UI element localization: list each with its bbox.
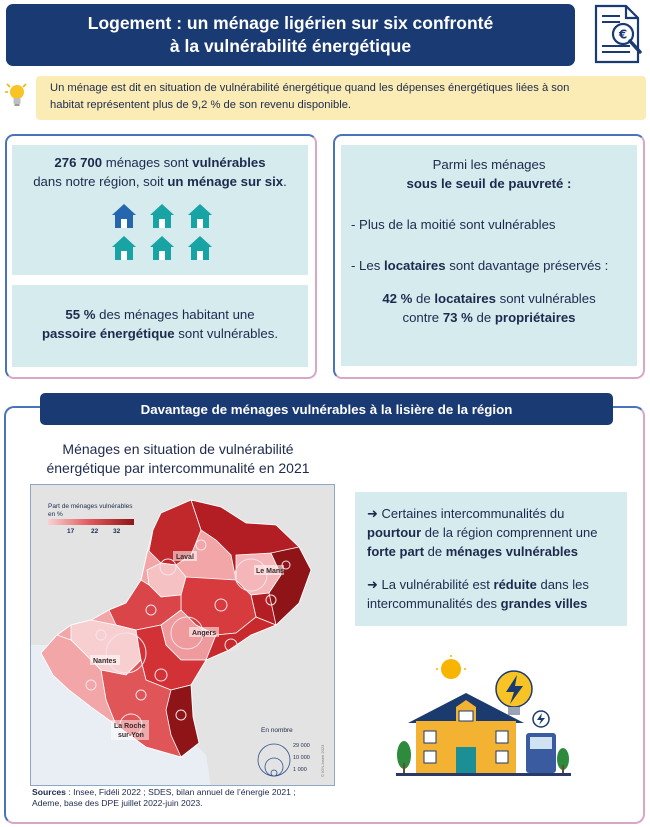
info-line-1: ➜ Certaines intercommunalités du — [367, 506, 565, 521]
text-fragment: ménages vulnérables — [445, 544, 578, 559]
map-title — [28, 440, 328, 478]
text-fragment: passoire énergétique — [41, 326, 175, 341]
city-label-angers: Angers — [192, 630, 217, 637]
city-label-sur-yon: sur-Yon — [118, 732, 144, 739]
sources-line-2: Ademe, base des DPE juillet 2022-juin 2023. — [32, 797, 203, 808]
definition-box — [36, 76, 646, 120]
choropleth-map — [30, 484, 335, 786]
text-fragment: de la région comprennent une — [421, 525, 598, 540]
size-legend-10000: 10 000 — [293, 755, 310, 761]
euro-document-icon — [590, 2, 646, 66]
text-fragment: des ménages habitant une — [95, 307, 255, 322]
text-fragment: pourtour — [367, 525, 422, 540]
poverty-bullet-2 — [341, 256, 637, 275]
size-legend-1000: 1 000 — [293, 767, 307, 773]
city-label-nantes: Nantes — [93, 658, 117, 665]
text-fragment: sont davantage préservés : — [445, 258, 609, 273]
definition-line-2: habitat représentent plus de 9,2 % de son revenu disponible. — [50, 99, 352, 111]
vulnerable-line-2 — [12, 172, 308, 191]
lightbulb-icon — [4, 80, 30, 110]
houses-icon — [108, 202, 218, 264]
text-fragment: réduite — [493, 577, 537, 592]
legend-title-2: en % — [48, 511, 63, 518]
text-fragment: grandes villes — [500, 596, 588, 611]
legend-tick-22: 22 — [91, 528, 99, 535]
section-title: Davantage de ménages vulnérables à la lisière de la région — [40, 393, 613, 425]
text-fragment: intercommunalités des — [367, 596, 501, 611]
title-line-2: à la vulnérabilité énergétique — [169, 36, 412, 56]
city-label-le-mans: Le Mans — [256, 568, 285, 575]
title-line-1: Logement : un ménage ligérien sur six confronté — [87, 13, 494, 33]
map-copyright: © IGN-Insee 2023 — [320, 744, 325, 777]
size-legend-29000: 29 000 — [293, 743, 310, 749]
info-line-3 — [367, 542, 617, 561]
text-fragment: vulnérables — [192, 155, 266, 170]
text-fragment: de — [412, 291, 435, 306]
text-fragment: forte part — [367, 544, 425, 559]
legend-title-1: Part de ménages vulnérables — [48, 503, 133, 510]
text-fragment: dans notre région, soit — [33, 174, 168, 189]
text-fragment: propriétaires — [494, 310, 576, 325]
city-label-la-roche: La Roche — [114, 723, 146, 730]
poverty-bullet-1: - Plus de la moitié sont vulnérables — [351, 217, 556, 232]
vulnerable-count: 276 700 — [54, 155, 103, 170]
text-fragment: . — [283, 174, 287, 189]
map-title-line-2: énergétique par intercommunalité en 2021 — [46, 460, 310, 476]
text-fragment: - Les — [351, 258, 384, 273]
passoire-box — [12, 285, 308, 367]
passoire-percent: 55 % — [65, 307, 96, 322]
legend-tick-17: 17 — [67, 528, 75, 535]
text-fragment: locataires — [434, 291, 496, 306]
text-fragment: de — [424, 544, 446, 559]
passoire-line-2 — [12, 324, 308, 343]
poverty-intro-1: Parmi les ménages — [432, 157, 546, 172]
map-svg — [31, 485, 335, 786]
text-fragment: contre — [402, 310, 443, 325]
sun-icon — [441, 659, 461, 679]
vulnerable-line-1 — [12, 153, 308, 172]
text-fragment: ménages sont — [102, 155, 193, 170]
text-fragment: ➜ La vulnérabilité est — [367, 577, 494, 592]
text-fragment: 42 % — [382, 291, 413, 306]
sources-label: Sources — [32, 787, 66, 797]
text-fragment: de — [472, 310, 495, 325]
map-title-line-1: Ménages en situation de vulnérabilité — [62, 441, 294, 457]
info-line-4 — [367, 575, 617, 594]
analysis-box — [355, 492, 627, 626]
info-line-2 — [367, 523, 617, 542]
svg-text:€: € — [618, 27, 628, 42]
text-fragment: un ménage sur six — [167, 174, 284, 189]
text-fragment: sont vulnérables. — [174, 326, 279, 341]
text-fragment: : Insee, Fidéli 2022 ; SDES, bilan annuel de l’énergie 2021 ; — [65, 787, 296, 797]
legend-color-scale — [48, 519, 134, 525]
poverty-intro-2: sous le seuil de pauvreté : — [406, 176, 572, 191]
sources-line-1 — [32, 787, 332, 798]
energy-house-illustration — [396, 655, 571, 787]
owners-stat — [341, 308, 637, 327]
legend-tick-32: 32 — [113, 528, 121, 535]
passoire-line-1 — [12, 305, 308, 324]
tenants-stat — [341, 289, 637, 308]
definition-line-1: Un ménage est dit en situation de vulnérabilité énergétique quand les dépenses énergétiques liées à son — [50, 82, 570, 94]
info-line-5 — [367, 594, 617, 613]
poverty-box — [341, 145, 637, 366]
text-fragment: sont vulnérables — [495, 291, 596, 306]
page-title — [6, 4, 575, 66]
text-fragment: 73 % — [442, 310, 473, 325]
sources-note — [32, 787, 332, 808]
text-fragment: dans les — [536, 577, 589, 592]
size-legend-title: En nombre — [261, 727, 293, 734]
city-label-laval: Laval — [176, 554, 194, 561]
text-fragment: locataires — [383, 258, 446, 273]
